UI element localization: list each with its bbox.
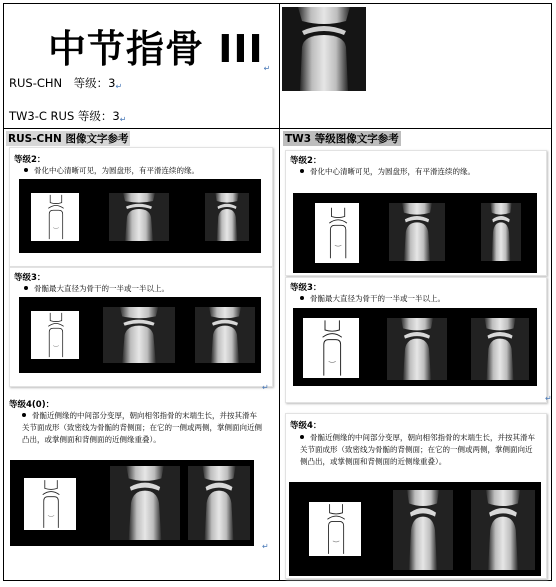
xray-image <box>188 466 250 540</box>
paragraph-return-icon: ↵ <box>545 394 552 403</box>
paragraph-return-icon: ↵ <box>115 82 123 91</box>
xray-image <box>481 203 521 261</box>
image-strip <box>19 297 261 373</box>
left-section-heading: RUS-CHN 图像文字参考 <box>8 133 129 145</box>
left-level2-panel <box>9 147 273 267</box>
schematic-drawing <box>31 311 79 359</box>
image-strip <box>293 308 537 386</box>
right-section-heading: TW3 等级图像文字参考 <box>285 133 399 145</box>
schematic-drawing <box>24 478 76 530</box>
right-level4-panel <box>285 413 547 579</box>
page-title: 中节指骨 III↵ <box>48 27 272 73</box>
xray-image <box>387 318 447 380</box>
left-level3-panel <box>9 267 273 387</box>
xray-image <box>205 193 249 241</box>
xray-image <box>110 466 180 540</box>
level-desc: 骨骺最大直径为骨干的一半或一半以上。 <box>300 293 538 305</box>
tw3-grade: TW3-C RUS 等级：3↵ <box>9 109 127 124</box>
level-label: 等级2： <box>290 156 322 166</box>
level-desc: 骨骺近侧缘的中间部分变厚，朝向相邻指骨的末端生长，并按其滑车关节面成形（致密线为骨骺的背侧面；在它的一侧或两侧，掌侧面向近侧凸出，或掌侧面和背侧面的近侧缘重叠）。 <box>22 411 262 444</box>
level-desc: 骨化中心清晰可见，为圆盘形，有平滑连续的缘。 <box>300 166 538 178</box>
level-desc: 骨化中心清晰可见，为圆盘形，有平滑连续的缘。 <box>24 165 264 177</box>
xray-image <box>109 193 169 241</box>
image-strip <box>289 482 541 576</box>
level-label: 等级4(0)： <box>9 400 55 410</box>
image-strip <box>293 193 537 273</box>
right-level3-panel <box>285 277 547 403</box>
schematic-drawing <box>315 203 359 263</box>
xray-image <box>103 307 175 363</box>
xray-image <box>389 203 445 261</box>
level-desc: 骨骺近侧缘的中间部分变厚，朝向相邻指骨的末端生长，并按其滑车关节面成形（致密线为骨骺的背侧面；在它的一侧或两侧，掌侧面向近侧凸出，或掌侧面和背侧面的近侧缘重叠）。 <box>300 433 535 466</box>
paragraph-return-icon: ↵ <box>262 383 269 392</box>
paragraph-return-icon: ↵ <box>119 115 127 124</box>
schematic-drawing <box>303 318 359 378</box>
column-divider <box>279 4 280 580</box>
xray-image <box>393 490 453 570</box>
paragraph-return-icon: ↵ <box>262 542 269 551</box>
level-label: 等级3： <box>290 283 322 293</box>
image-strip <box>10 460 254 546</box>
schematic-drawing <box>309 502 361 556</box>
schematic-drawing <box>31 193 79 241</box>
xray-image <box>195 307 255 363</box>
image-strip <box>19 179 261 253</box>
row-divider <box>4 128 551 129</box>
level-label: 等级4： <box>290 421 322 431</box>
level-label: 等级2： <box>14 155 46 165</box>
xray-image <box>471 490 535 570</box>
rus-chn-grade: RUS-CHN 等级：3↵ <box>9 76 123 91</box>
xray-thumbnail <box>282 7 366 91</box>
xray-image <box>471 318 529 380</box>
level-desc: 骨骺最大直径为骨干的一半或一半以上。 <box>24 283 264 295</box>
level-label: 等级3： <box>14 273 46 283</box>
paragraph-return-icon: ↵ <box>263 64 272 73</box>
right-level2-panel <box>285 150 547 276</box>
